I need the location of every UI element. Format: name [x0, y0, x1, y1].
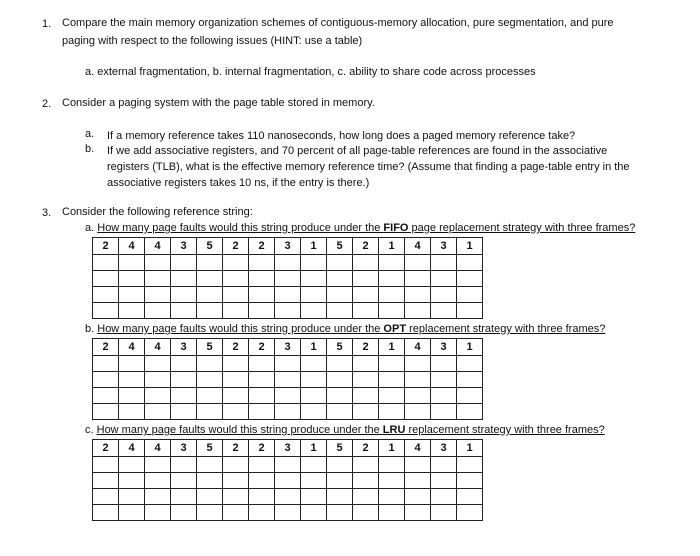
frame-cell[interactable]	[431, 372, 457, 388]
frame-cell[interactable]	[93, 457, 119, 473]
fault-cell[interactable]	[301, 404, 327, 420]
reference-cell: 1	[379, 339, 405, 356]
reference-cell: 5	[327, 440, 353, 457]
frame-cell[interactable]	[275, 457, 301, 473]
q2-part-b	[85, 143, 685, 193]
frame-cell[interactable]	[275, 372, 301, 388]
frame-cell[interactable]	[301, 457, 327, 473]
reference-cell: 5	[327, 238, 353, 255]
frame-row	[93, 473, 483, 489]
q3-text: Consider the following reference string:	[62, 206, 253, 218]
frame-cell[interactable]	[457, 473, 483, 489]
frame-cell[interactable]	[405, 287, 431, 303]
frame-cell[interactable]	[93, 255, 119, 271]
frame-cell[interactable]	[93, 271, 119, 287]
q3-part-a-strategy: FIFO	[383, 222, 409, 234]
q3-part-b-question	[85, 323, 605, 335]
reference-cell: 2	[353, 440, 379, 457]
q3-part-c-pre: How many page faults would this string produce under the	[96, 424, 383, 436]
fault-cell[interactable]	[145, 505, 171, 521]
fault-cell[interactable]	[223, 505, 249, 521]
frame-cell[interactable]	[379, 271, 405, 287]
frame-cell[interactable]	[145, 489, 171, 505]
frame-cell[interactable]	[327, 372, 353, 388]
frame-cell[interactable]	[249, 287, 275, 303]
frame-cell[interactable]	[197, 457, 223, 473]
frame-cell[interactable]	[93, 489, 119, 505]
reference-cell: 4	[119, 339, 145, 356]
reference-cell: 2	[223, 440, 249, 457]
fault-cell[interactable]	[93, 505, 119, 521]
q2-part-b-line1: If we add associative registers, and 70 percent of all page-table references are found in the associative	[107, 145, 608, 157]
frame-cell[interactable]	[457, 372, 483, 388]
fault-cell[interactable]	[145, 303, 171, 319]
frame-cell[interactable]	[223, 457, 249, 473]
frame-cell[interactable]	[249, 473, 275, 489]
frame-cell[interactable]	[379, 356, 405, 372]
fault-cell[interactable]	[327, 505, 353, 521]
frame-cell[interactable]	[171, 287, 197, 303]
fault-cell[interactable]	[223, 303, 249, 319]
frame-cell[interactable]	[171, 271, 197, 287]
frame-cell[interactable]	[327, 287, 353, 303]
q2-number: 2.	[42, 98, 52, 110]
frame-cell[interactable]	[353, 388, 379, 404]
reference-cell: 3	[171, 339, 197, 356]
frame-cell[interactable]	[249, 457, 275, 473]
q2-part-b-label: b.	[85, 143, 95, 155]
reference-cell: 3	[275, 238, 301, 255]
frame-cell[interactable]	[353, 372, 379, 388]
reference-cell: 1	[301, 440, 327, 457]
frame-cell[interactable]	[145, 255, 171, 271]
frame-cell[interactable]	[301, 255, 327, 271]
frame-cell[interactable]	[171, 388, 197, 404]
reference-cell: 4	[405, 339, 431, 356]
frame-cell[interactable]	[405, 489, 431, 505]
frame-cell[interactable]	[379, 388, 405, 404]
reference-cell: 2	[223, 339, 249, 356]
frame-cell[interactable]	[275, 356, 301, 372]
reference-cell: 3	[171, 440, 197, 457]
frame-cell[interactable]	[223, 255, 249, 271]
frame-cell[interactable]	[249, 255, 275, 271]
q3-part-c-label: c.	[85, 424, 94, 436]
frame-cell[interactable]	[301, 356, 327, 372]
frame-cell[interactable]	[327, 489, 353, 505]
reference-string-row	[93, 238, 483, 255]
fault-cell[interactable]	[197, 505, 223, 521]
frame-cell[interactable]	[93, 372, 119, 388]
fault-cell[interactable]	[93, 303, 119, 319]
q3-part-b-text	[97, 323, 605, 335]
frame-cell[interactable]	[93, 388, 119, 404]
frame-cell[interactable]	[405, 372, 431, 388]
frame-cell[interactable]	[353, 473, 379, 489]
frame-cell[interactable]	[249, 372, 275, 388]
frame-cell[interactable]	[457, 457, 483, 473]
reference-cell: 4	[119, 238, 145, 255]
reference-cell: 2	[249, 339, 275, 356]
frame-cell[interactable]	[145, 287, 171, 303]
reference-cell: 5	[197, 440, 223, 457]
frame-cell[interactable]	[457, 271, 483, 287]
fault-row	[93, 505, 483, 521]
fault-cell[interactable]	[405, 303, 431, 319]
frame-cell[interactable]	[119, 271, 145, 287]
frame-cell[interactable]	[145, 457, 171, 473]
reference-cell: 4	[405, 238, 431, 255]
q3-part-a-pre: How many page faults would this string produce under the	[97, 222, 384, 234]
frame-cell[interactable]	[327, 271, 353, 287]
fault-cell[interactable]	[379, 505, 405, 521]
fault-cell[interactable]	[431, 505, 457, 521]
q3-part-a-post: page replacement strategy with three frames?	[408, 222, 636, 234]
reference-cell: 2	[93, 440, 119, 457]
frame-cell[interactable]	[119, 489, 145, 505]
frame-cell[interactable]	[275, 255, 301, 271]
reference-cell: 5	[197, 339, 223, 356]
frame-cell[interactable]	[119, 473, 145, 489]
q2-part-a-text: If a memory reference takes 110 nanoseconds, how long does a paged memory reference take?	[107, 130, 576, 142]
frame-cell[interactable]	[197, 489, 223, 505]
frame-cell[interactable]	[431, 473, 457, 489]
q1-number: 1.	[42, 18, 52, 30]
fault-cell[interactable]	[197, 404, 223, 420]
frame-cell[interactable]	[353, 287, 379, 303]
frame-cell[interactable]	[93, 356, 119, 372]
frame-cell[interactable]	[197, 287, 223, 303]
frame-cell[interactable]	[301, 372, 327, 388]
frame-cell[interactable]	[457, 356, 483, 372]
q3-part-a-question	[85, 222, 635, 234]
q3-part-a-table	[92, 237, 483, 319]
reference-cell: 2	[93, 339, 119, 356]
reference-cell: 1	[457, 339, 483, 356]
frame-cell[interactable]	[327, 457, 353, 473]
frame-cell[interactable]	[223, 388, 249, 404]
fault-cell[interactable]	[171, 505, 197, 521]
frame-row	[93, 271, 483, 287]
frame-cell[interactable]	[275, 287, 301, 303]
reference-cell: 2	[249, 238, 275, 255]
fault-cell[interactable]	[197, 303, 223, 319]
frame-cell[interactable]	[379, 372, 405, 388]
fault-cell[interactable]	[93, 404, 119, 420]
frame-cell[interactable]	[457, 388, 483, 404]
frame-cell[interactable]	[249, 489, 275, 505]
fault-cell[interactable]	[431, 404, 457, 420]
frame-cell[interactable]	[275, 473, 301, 489]
frame-cell[interactable]	[171, 473, 197, 489]
q3-number: 3.	[42, 207, 52, 219]
frame-cell[interactable]	[457, 255, 483, 271]
frame-row	[93, 255, 483, 271]
frame-cell[interactable]	[145, 356, 171, 372]
q2-part-b-line2: registers (TLB), what is the effective memory reference time? (Assume that finding a page-table entry in the	[107, 161, 630, 173]
frame-row	[93, 457, 483, 473]
q3-part-b-post: replacement strategy with three frames?	[406, 323, 606, 335]
frame-cell[interactable]	[457, 287, 483, 303]
reference-cell: 3	[431, 440, 457, 457]
frame-cell[interactable]	[145, 473, 171, 489]
frame-cell[interactable]	[197, 372, 223, 388]
reference-cell: 1	[457, 440, 483, 457]
fault-cell[interactable]	[405, 404, 431, 420]
frame-cell[interactable]	[145, 372, 171, 388]
fault-cell[interactable]	[353, 404, 379, 420]
reference-cell: 2	[249, 440, 275, 457]
fault-row	[93, 404, 483, 420]
frame-cell[interactable]	[405, 457, 431, 473]
fault-cell[interactable]	[275, 404, 301, 420]
frame-row	[93, 287, 483, 303]
fault-cell[interactable]	[353, 303, 379, 319]
reference-cell: 4	[145, 339, 171, 356]
reference-cell: 4	[405, 440, 431, 457]
fault-cell[interactable]	[249, 404, 275, 420]
frame-cell[interactable]	[223, 356, 249, 372]
fault-cell[interactable]	[327, 303, 353, 319]
frame-cell[interactable]	[171, 489, 197, 505]
reference-cell: 2	[223, 238, 249, 255]
frame-cell[interactable]	[93, 473, 119, 489]
frame-cell[interactable]	[275, 388, 301, 404]
frame-row	[93, 388, 483, 404]
frame-cell[interactable]	[223, 271, 249, 287]
frame-cell[interactable]	[275, 489, 301, 505]
frame-cell[interactable]	[119, 388, 145, 404]
frame-cell[interactable]	[353, 271, 379, 287]
frame-cell[interactable]	[405, 388, 431, 404]
frame-cell[interactable]	[405, 271, 431, 287]
frame-cell[interactable]	[223, 489, 249, 505]
reference-cell: 3	[431, 339, 457, 356]
frame-cell[interactable]	[327, 255, 353, 271]
frame-cell[interactable]	[119, 287, 145, 303]
q3-part-b-label: b.	[85, 323, 95, 335]
frame-cell[interactable]	[197, 388, 223, 404]
reference-cell: 4	[145, 440, 171, 457]
fault-cell[interactable]	[353, 505, 379, 521]
fault-row	[93, 303, 483, 319]
frame-cell[interactable]	[301, 473, 327, 489]
frame-cell[interactable]	[353, 356, 379, 372]
frame-cell[interactable]	[197, 473, 223, 489]
q2-text: Consider a paging system with the page table stored in memory.	[62, 97, 375, 109]
reference-cell: 5	[197, 238, 223, 255]
frame-cell[interactable]	[249, 356, 275, 372]
frame-cell[interactable]	[431, 255, 457, 271]
frame-cell[interactable]	[457, 489, 483, 505]
frame-cell[interactable]	[119, 356, 145, 372]
reference-cell: 3	[275, 339, 301, 356]
fault-cell[interactable]	[275, 505, 301, 521]
fault-cell[interactable]	[457, 404, 483, 420]
reference-cell: 3	[171, 238, 197, 255]
q3-part-c-strategy: LRU	[382, 424, 406, 436]
frame-cell[interactable]	[93, 287, 119, 303]
reference-cell: 1	[301, 238, 327, 255]
reference-cell: 1	[457, 238, 483, 255]
fault-cell[interactable]	[119, 505, 145, 521]
reference-cell: 1	[379, 238, 405, 255]
frame-row	[93, 489, 483, 505]
q3-part-c-table	[92, 439, 483, 521]
frame-cell[interactable]	[145, 388, 171, 404]
frame-cell[interactable]	[171, 372, 197, 388]
fault-cell[interactable]	[457, 303, 483, 319]
fault-cell[interactable]	[119, 303, 145, 319]
q2-part-b-line3: associative registers takes 10 ns, if the entry is there.)	[107, 177, 370, 189]
frame-cell[interactable]	[405, 356, 431, 372]
reference-cell: 5	[327, 339, 353, 356]
frame-cell[interactable]	[353, 489, 379, 505]
frame-cell[interactable]	[119, 372, 145, 388]
fault-cell[interactable]	[171, 404, 197, 420]
q3-part-b-table	[92, 338, 483, 420]
reference-cell: 3	[275, 440, 301, 457]
frame-cell[interactable]	[431, 271, 457, 287]
fault-cell[interactable]	[171, 303, 197, 319]
frame-cell[interactable]	[223, 372, 249, 388]
reference-cell: 1	[301, 339, 327, 356]
frame-row	[93, 372, 483, 388]
q3-part-a-text	[97, 222, 635, 234]
frame-cell[interactable]	[119, 255, 145, 271]
q1-items: a. external fragmentation, b. internal fragmentation, c. ability to share code across processes	[85, 66, 536, 78]
reference-cell: 4	[119, 440, 145, 457]
frame-cell[interactable]	[171, 356, 197, 372]
frame-cell[interactable]	[171, 255, 197, 271]
fault-cell[interactable]	[379, 303, 405, 319]
q1-text-line1: Compare the main memory organization schemes of contiguous-memory allocation, pure segmentation, and pure	[62, 17, 614, 29]
q2-part-a	[85, 128, 685, 144]
q1-text-line2: paging with respect to the following issues (HINT: use a table)	[62, 35, 363, 47]
reference-string-row	[93, 440, 483, 457]
fault-cell[interactable]	[249, 303, 275, 319]
frame-cell[interactable]	[223, 287, 249, 303]
reference-cell: 2	[353, 238, 379, 255]
frame-cell[interactable]	[431, 356, 457, 372]
q3-part-a-label: a.	[85, 222, 95, 234]
q3-part-c-question	[85, 424, 605, 436]
frame-cell[interactable]	[275, 271, 301, 287]
frame-cell[interactable]	[171, 457, 197, 473]
fault-cell[interactable]	[457, 505, 483, 521]
frame-cell[interactable]	[379, 489, 405, 505]
reference-cell: 1	[379, 440, 405, 457]
frame-cell[interactable]	[301, 287, 327, 303]
frame-cell[interactable]	[431, 489, 457, 505]
frame-cell[interactable]	[379, 255, 405, 271]
frame-cell[interactable]	[249, 271, 275, 287]
q3-part-b-strategy: OPT	[383, 323, 407, 335]
frame-cell[interactable]	[379, 473, 405, 489]
frame-cell[interactable]	[431, 457, 457, 473]
frame-cell[interactable]	[197, 356, 223, 372]
fault-cell[interactable]	[301, 505, 327, 521]
q3-part-c-text	[97, 424, 605, 436]
frame-cell[interactable]	[431, 388, 457, 404]
frame-cell[interactable]	[353, 457, 379, 473]
fault-cell[interactable]	[379, 404, 405, 420]
fault-cell[interactable]	[301, 303, 327, 319]
frame-cell[interactable]	[327, 473, 353, 489]
frame-cell[interactable]	[197, 255, 223, 271]
frame-cell[interactable]	[327, 356, 353, 372]
fault-cell[interactable]	[223, 404, 249, 420]
reference-cell: 2	[93, 238, 119, 255]
frame-cell[interactable]	[197, 271, 223, 287]
frame-cell[interactable]	[119, 457, 145, 473]
frame-cell[interactable]	[353, 255, 379, 271]
fault-cell[interactable]	[119, 404, 145, 420]
frame-cell[interactable]	[249, 388, 275, 404]
fault-cell[interactable]	[431, 303, 457, 319]
reference-cell: 3	[431, 238, 457, 255]
frame-row	[93, 356, 483, 372]
frame-cell[interactable]	[223, 473, 249, 489]
fault-cell[interactable]	[405, 505, 431, 521]
fault-cell[interactable]	[275, 303, 301, 319]
fault-cell[interactable]	[145, 404, 171, 420]
frame-cell[interactable]	[431, 287, 457, 303]
frame-cell[interactable]	[145, 271, 171, 287]
reference-cell: 4	[145, 238, 171, 255]
fault-cell[interactable]	[249, 505, 275, 521]
frame-cell[interactable]	[301, 388, 327, 404]
q3-part-b-pre: How many page faults would this string produce under the	[97, 323, 384, 335]
reference-cell: 2	[353, 339, 379, 356]
frame-cell[interactable]	[379, 457, 405, 473]
frame-cell[interactable]	[405, 473, 431, 489]
fault-cell[interactable]	[327, 404, 353, 420]
frame-cell[interactable]	[379, 287, 405, 303]
frame-cell[interactable]	[301, 489, 327, 505]
reference-string-row	[93, 339, 483, 356]
frame-cell[interactable]	[405, 255, 431, 271]
q3-part-c-post: replacement strategy with three frames?	[405, 424, 605, 436]
frame-cell[interactable]	[327, 388, 353, 404]
frame-cell[interactable]	[301, 271, 327, 287]
q2-part-a-label: a.	[85, 128, 95, 140]
